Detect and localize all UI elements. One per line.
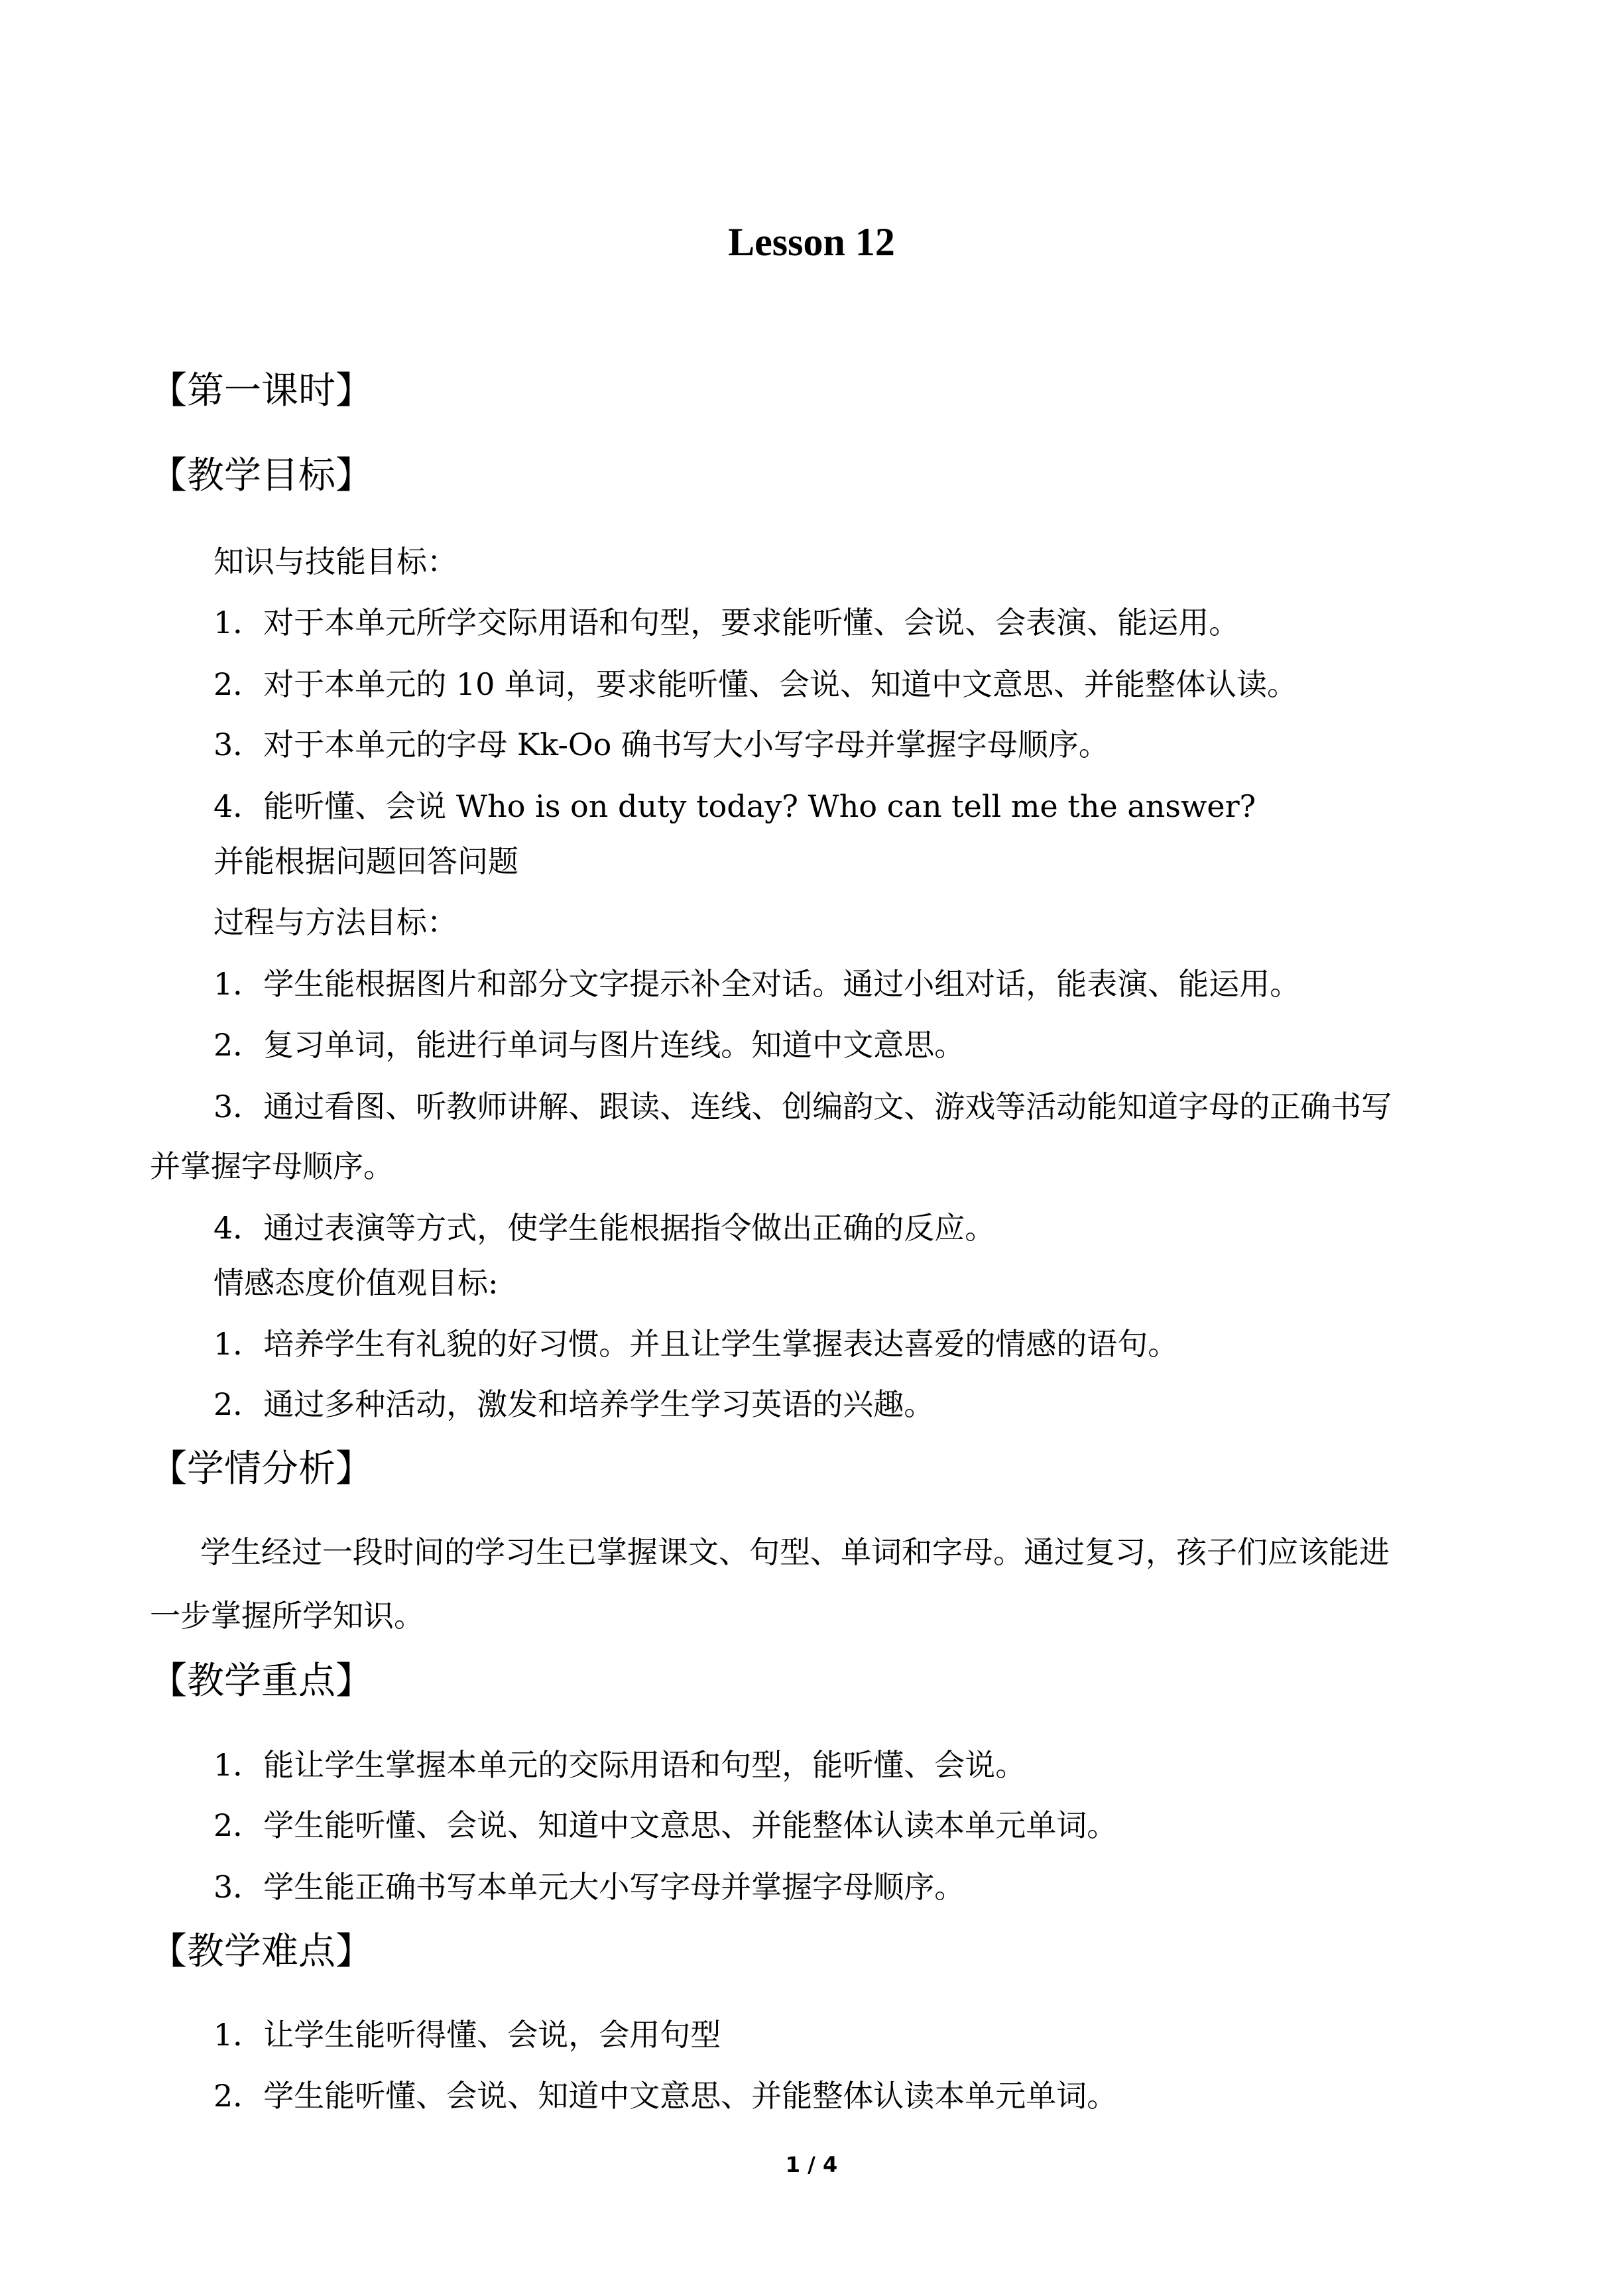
analysis-line: 学生经过一段时间的学习生已掌握课文、句型、单词和字母。通过复习，孩子们应该能进 [200,1534,1390,1570]
emotion-item: 2．通过多种活动，激发和培养学生学习英语的兴趣。 [213,1386,935,1422]
knowledge-item: 1．对于本单元所学交际用语和句型，要求能听懂、会说、会表演、能运用。 [213,605,1240,640]
key-point-item: 2．学生能听懂、会说、知道中文意思、并能整体认读本单元单词。 [213,1807,1118,1843]
period-heading: 【第一课时】 [150,369,373,412]
process-item: 1．学生能根据图片和部分文字提示补全对话。通过小组对话，能表演、能运用。 [213,966,1301,1002]
difficulty-item: 2．学生能听懂、会说、知道中文意思、并能整体认读本单元单词。 [213,2078,1118,2114]
process-item: 3．通过看图、听教师讲解、跟读、连线、创编韵文、游戏等活动能知道字母的正确书写 [213,1089,1392,1124]
document-title: Lesson 12 [728,220,895,264]
knowledge-item: 并能根据问题回答问题 [213,843,518,879]
difficulties-heading: 【教学难点】 [150,1930,373,1973]
process-item: 4．通过表演等方式，使学生能根据指令做出正确的反应。 [213,1210,996,1246]
key-point-item: 1．能让学生掌握本单元的交际用语和句型，能听懂、会说。 [213,1747,1026,1783]
analysis-line: 一步掌握所学知识。 [150,1598,424,1634]
key-points-heading: 【教学重点】 [150,1660,373,1703]
process-item: 2．复习单词，能进行单词与图片连线。知道中文意思。 [213,1027,965,1063]
knowledge-item: 2．对于本单元的 10 单词，要求能听懂、会说、知道中文意思、并能整体认读。 [213,666,1298,702]
emotion-title: 情感态度价值观目标: [213,1265,499,1301]
key-point-item: 3．学生能正确书写本单元大小写字母并掌握字母顺序。 [213,1869,965,1905]
knowledge-item: 4．能听懂、会说 Who is on duty today? Who can tell me the answer? [213,788,1256,824]
knowledge-title: 知识与技能目标： [213,544,457,579]
emotion-item: 1．培养学生有礼貌的好习惯。并且让学生掌握表达喜爱的情感的语句。 [213,1326,1179,1362]
analysis-heading: 【学情分析】 [150,1447,373,1490]
difficulty-item: 1．让学生能听得懂、会说，会用句型 [213,2017,721,2053]
process-title: 过程与方法目标： [213,904,457,940]
knowledge-item: 3．对于本单元的字母 Kk-Oo 确书写大小写字母并掌握字母顺序。 [213,727,1109,762]
process-item-continuation: 并掌握字母顺序。 [150,1148,394,1184]
objectives-heading: 【教学目标】 [150,454,373,497]
page-number: 1 / 4 [785,2152,838,2177]
